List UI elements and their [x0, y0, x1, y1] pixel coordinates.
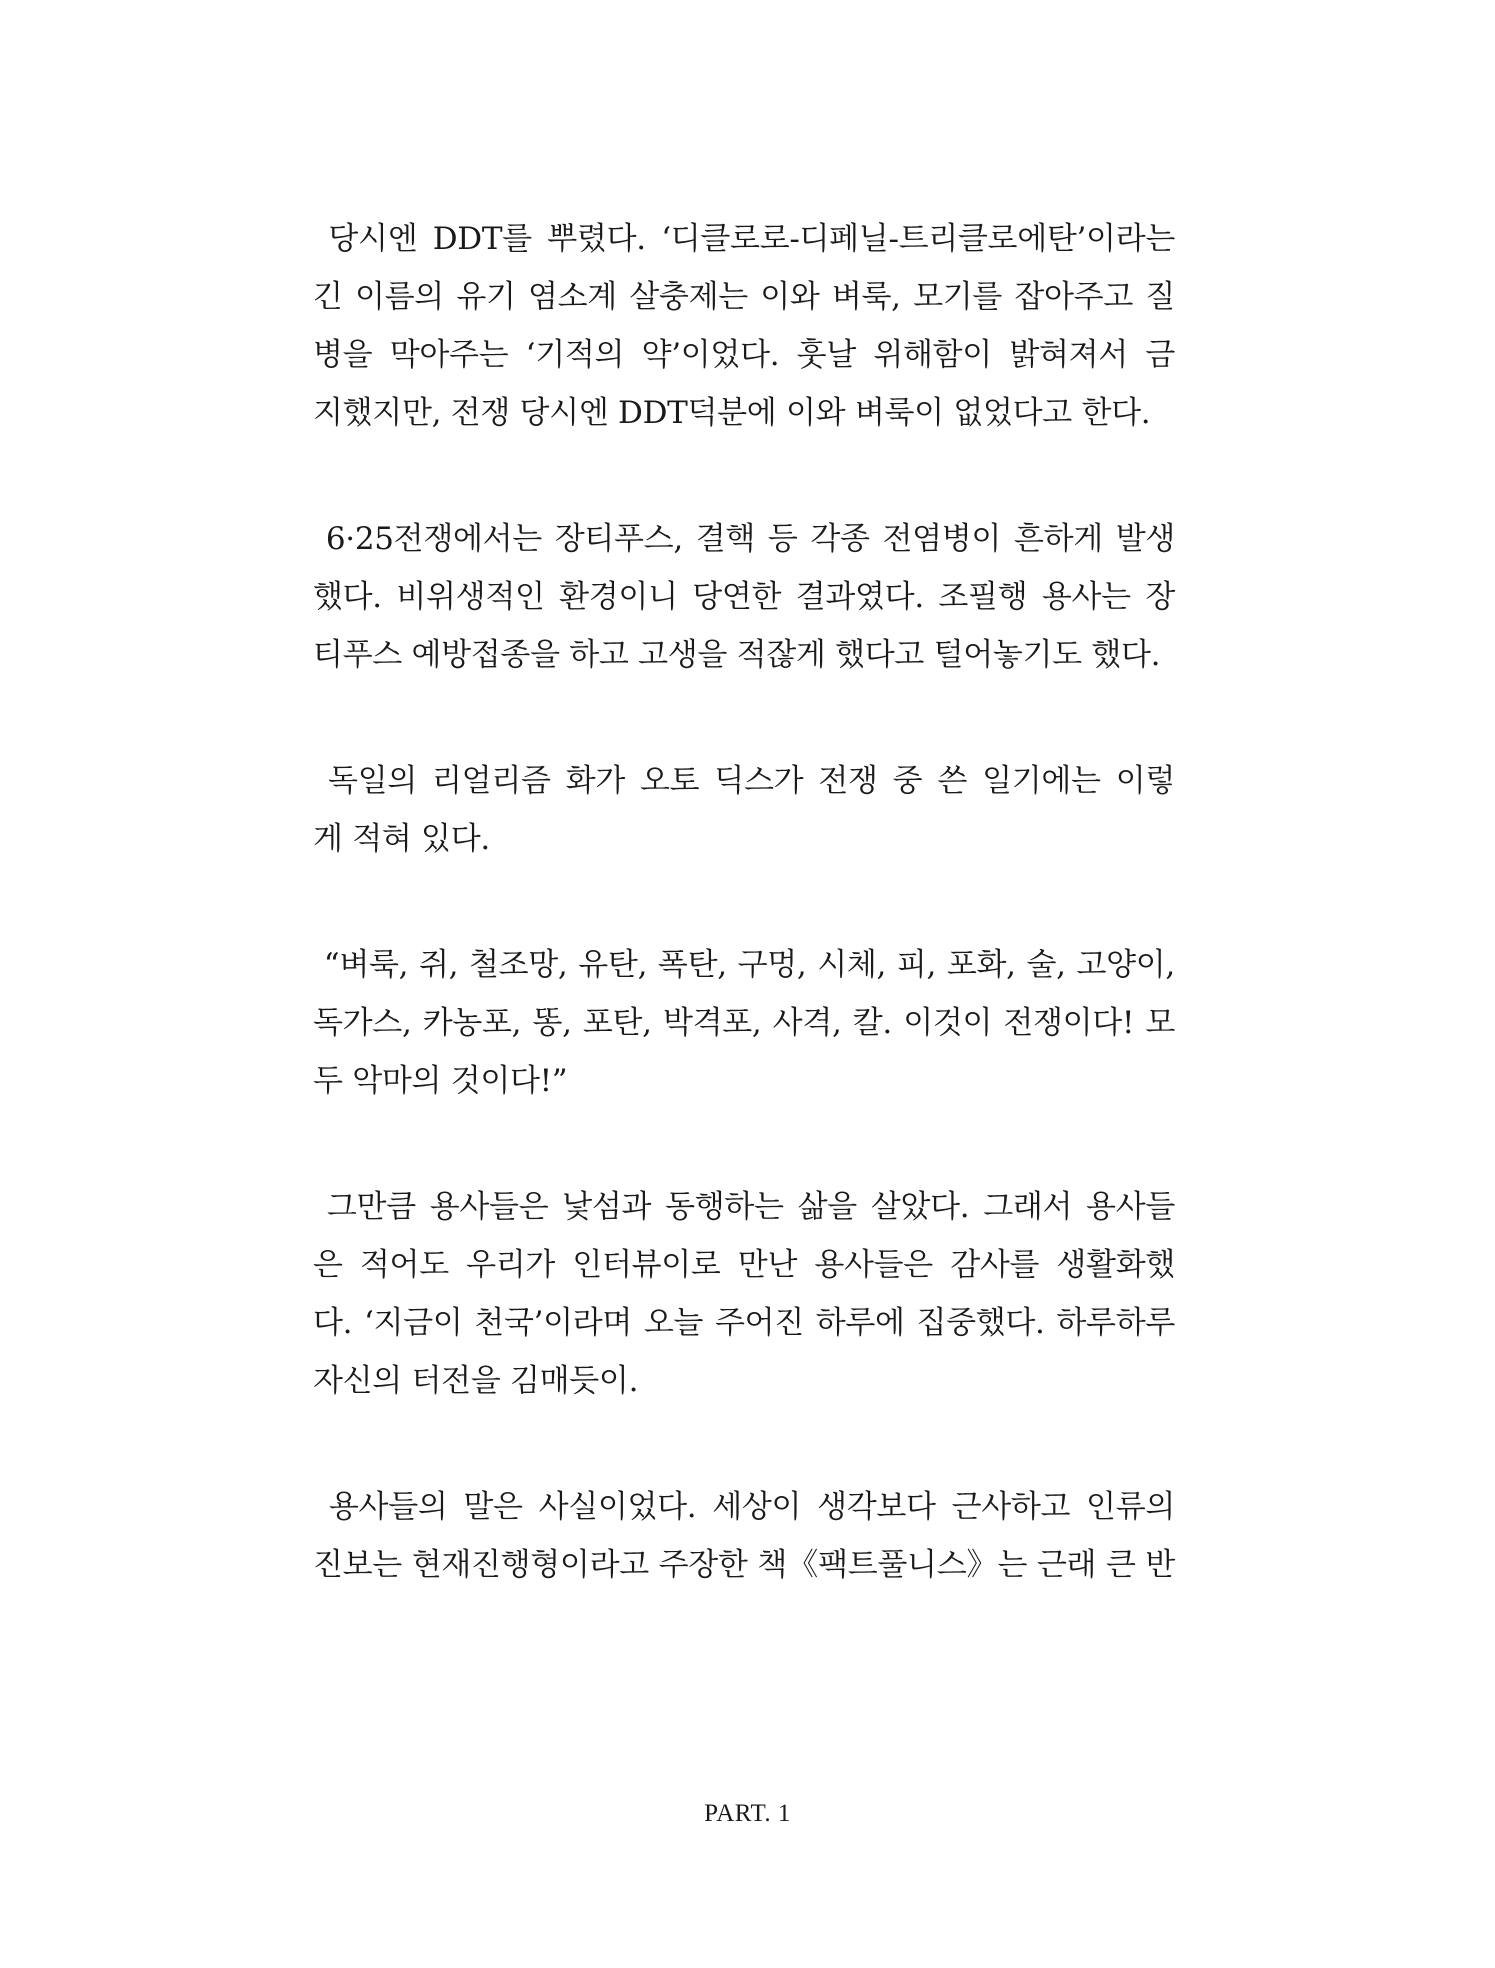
text-line: 자신의 터전을 김매듯이.	[313, 1363, 639, 1399]
text-line: 지했지만, 전쟁 당시엔 DDT덕분에 이와 벼룩이 없었다고 한다.	[313, 395, 1151, 431]
text-line: 두 악마의 것이다!”	[313, 1063, 568, 1099]
text-line: 독일의 리얼리즘 화가 오토 딕스가 전쟁 중 쓴 일기에는 이렇	[313, 763, 1175, 799]
text-line: 병을 막아주는 ‘기적의 약’이었다. 훗날 위해함이 밝혀져서 금	[313, 337, 1175, 373]
paragraph-gap	[313, 442, 1175, 510]
page-footer-label: PART. 1	[704, 1800, 791, 1827]
text-line: “벼룩, 쥐, 철조망, 유탄, 폭탄, 구멍, 시체, 피, 포화, 술, 고양이,	[313, 947, 1175, 983]
text-line: 했다. 비위생적인 환경이니 당연한 결과였다. 조필행 용사는 장	[313, 579, 1175, 615]
text-line: 그만큼 용사들은 낯섬과 동행하는 삶을 살았다. 그래서 용사들	[313, 1189, 1175, 1225]
body-text	[313, 210, 1175, 1594]
paragraph-gap	[313, 1110, 1175, 1178]
paragraph-epidemic	[313, 510, 1175, 684]
paragraph-gap	[313, 868, 1175, 936]
paragraph-quote	[313, 936, 1175, 1110]
text-line: 독가스, 카농포, 똥, 포탄, 박격포, 사격, 칼. 이것이 전쟁이다! 모	[313, 1005, 1175, 1041]
paragraph-otto-dix	[313, 752, 1175, 868]
text-line: 긴 이름의 유기 염소계 살충제는 이와 벼룩, 모기를 잡아주고 질	[313, 279, 1175, 315]
paragraph-gap	[313, 1410, 1175, 1478]
paragraph-factfulness	[313, 1478, 1175, 1594]
text-line: 게 적혀 있다.	[313, 821, 490, 857]
text-line: 티푸스 예방접종을 하고 고생을 적잖게 했다고 털어놓기도 했다.	[313, 637, 1161, 673]
paragraph-ddt	[313, 210, 1175, 442]
text-line: 6·25전쟁에서는 장티푸스, 결핵 등 각종 전염병이 흔하게 발생	[313, 521, 1175, 557]
paragraph-gap	[313, 684, 1175, 752]
text-line: 진보는 현재진행형이라고 주장한 책《팩트풀니스》는 근래 큰 반	[313, 1547, 1175, 1583]
text-line: 당시엔 DDT를 뿌렸다. ‘디클로로-디페닐-트리클로에탄’이라는	[313, 221, 1175, 257]
text-line: 다. ‘지금이 천국’이라며 오늘 주어진 하루에 집중했다. 하루하루	[313, 1305, 1175, 1341]
paragraph-gratitude	[313, 1178, 1175, 1410]
text-line: 은 적어도 우리가 인터뷰이로 만난 용사들은 감사를 생활화했	[313, 1247, 1175, 1283]
text-line: 용사들의 말은 사실이었다. 세상이 생각보다 근사하고 인류의	[313, 1489, 1175, 1525]
